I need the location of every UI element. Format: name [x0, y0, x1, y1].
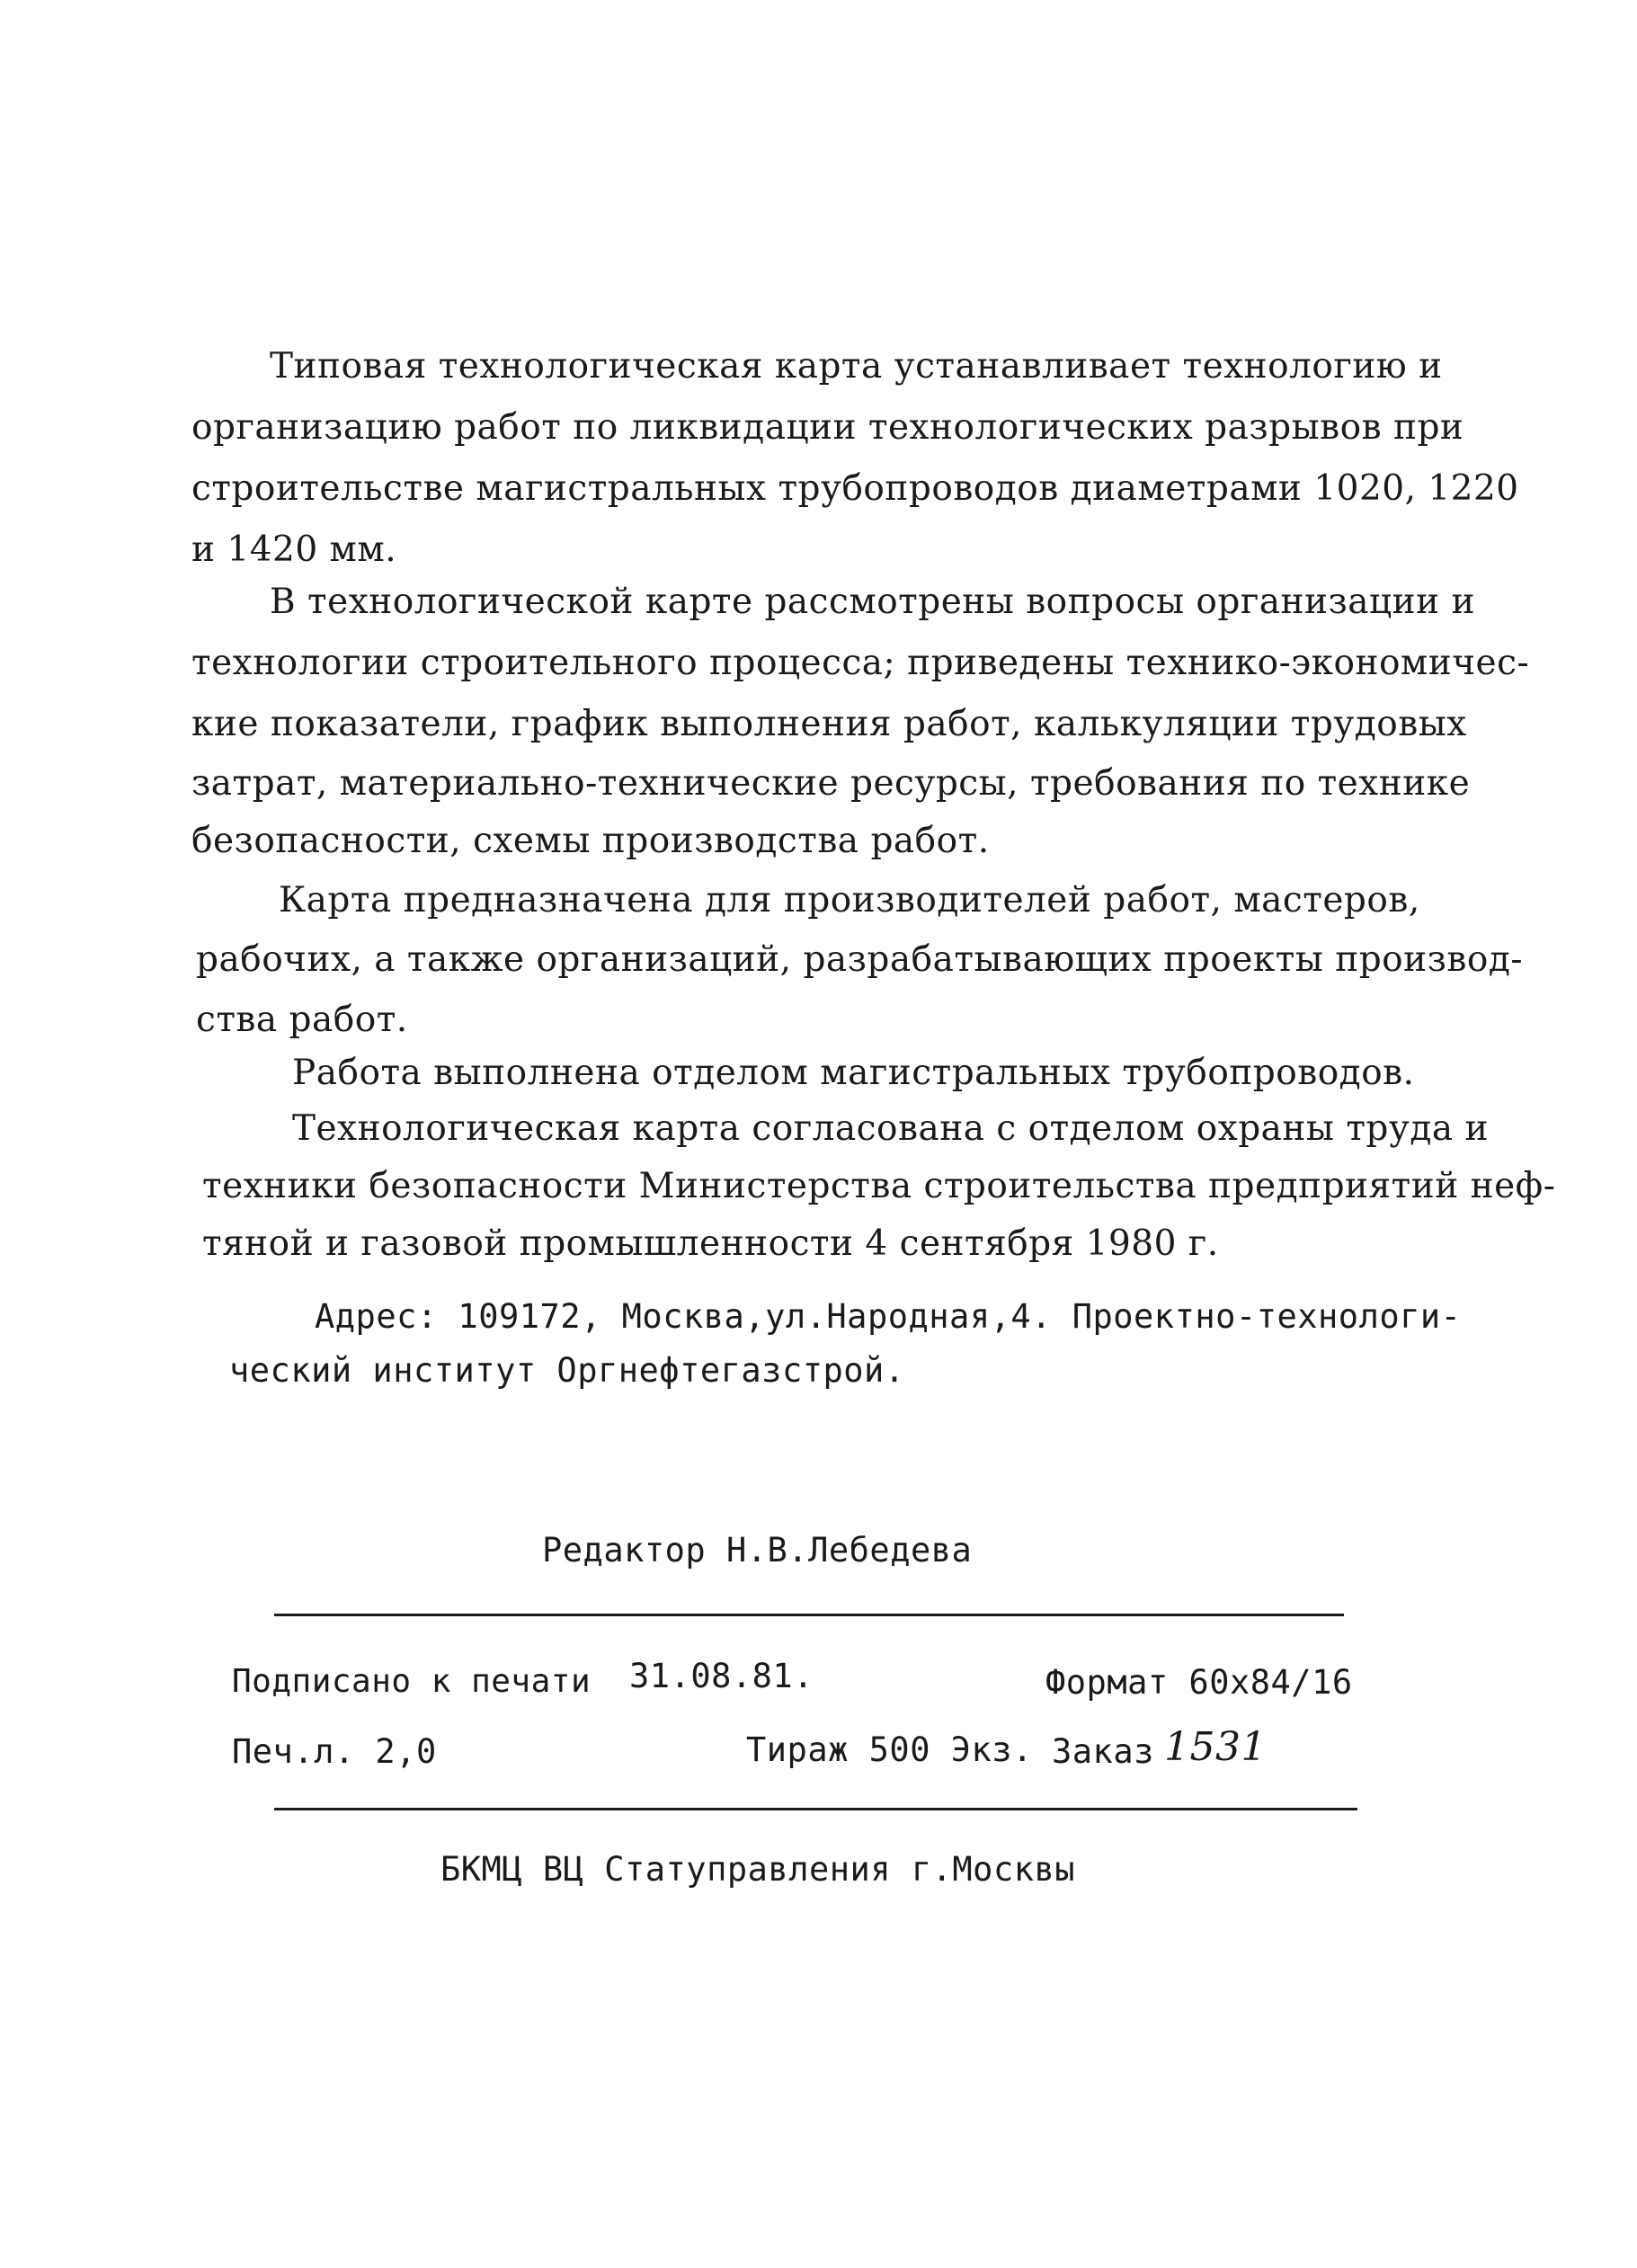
body-line: и 1420 мм. [191, 529, 397, 570]
signed-date: 31.08.81. [629, 1657, 814, 1695]
print-run: Тираж 500 Экз. [746, 1730, 1033, 1769]
body-line: Типовая технологическая карта устанавливает технологию и [270, 346, 1443, 387]
body-line: затрат, материально-технические ресурсы, требования по технике [191, 763, 1471, 804]
body-line: рабочих, а также организаций, разрабатывающих проекты производ- [196, 939, 1524, 980]
imprint-bottom-rule [274, 1808, 1357, 1810]
signed-label: Подписано к печати [232, 1663, 592, 1700]
body-line: Работа выполнена отделом магистральных трубопроводов. [292, 1053, 1415, 1093]
address-line: ческий институт Оргнефтегазстрой. [229, 1351, 905, 1390]
format-value: Формат 60х84/16 [1045, 1663, 1353, 1702]
body-line: технологии строительного процесса; приведены технико-экономичес- [191, 643, 1530, 683]
body-line: кие показатели, график выполнения работ, калькуляции трудовых [191, 704, 1467, 744]
printer-line: БКМЦ ВЦ Статуправления г.Москвы [440, 1850, 1076, 1889]
imprint-top-rule [274, 1614, 1344, 1616]
body-line: В технологической карте рассмотрены вопросы организации и [270, 582, 1475, 622]
body-line: организацию работ по ликвидации технологических разрывов при [191, 407, 1464, 448]
body-line: тяной и газовой промышленности 4 сентября 1980 г. [202, 1223, 1219, 1264]
editor-name: Редактор Н.В.Лебедева [542, 1531, 973, 1570]
body-line: безопасности, схемы производства работ. [191, 821, 990, 861]
order-number: 1531 [1164, 1724, 1267, 1770]
body-line: техники безопасности Министерства строительства предприятий неф- [202, 1166, 1556, 1206]
body-line: Карта предназначена для производителей работ, мастеров, [279, 880, 1420, 921]
body-line: ства работ. [196, 1000, 408, 1040]
body-line: Технологическая карта согласована с отделом охраны труда и [292, 1108, 1489, 1149]
body-line: строительстве магистральных трубопроводов диаметрами 1020, 1220 [191, 468, 1519, 509]
order-label: Заказ [1052, 1732, 1154, 1771]
printed-sheets: Печ.л. 2,0 [232, 1732, 437, 1771]
address-line: Адрес: 109172, Москва,ул.Народная,4. Проектно-технологи- [315, 1297, 1462, 1336]
